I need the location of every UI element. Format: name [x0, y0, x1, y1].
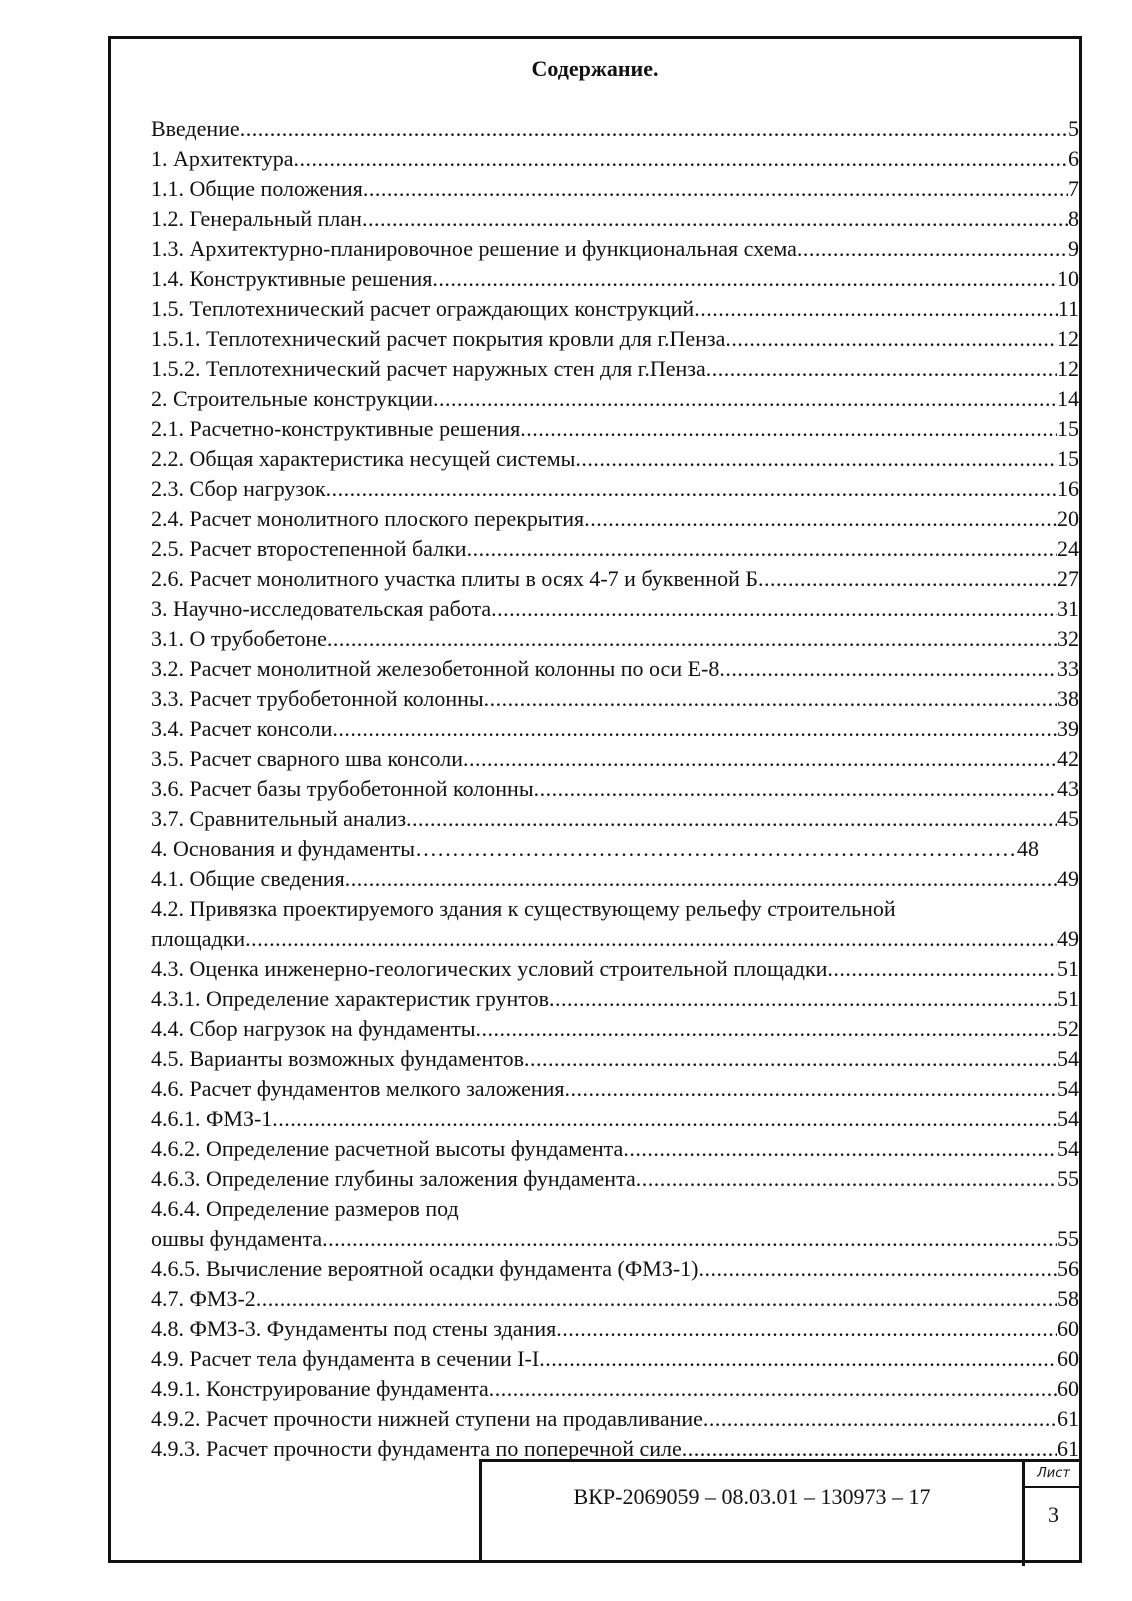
toc-entry-title: 4.9.1. Конструирование фундамента — [151, 1376, 489, 1401]
toc-entry-page: 9 — [1068, 236, 1079, 261]
toc-entry-page: 55 — [1057, 1226, 1079, 1251]
toc-leader-dots — [294, 144, 1068, 174]
toc-entry-title: 2.6. Расчет монолитного участка плиты в осях 4-7 и буквенной Б — [151, 566, 758, 591]
toc-entry — [151, 684, 1079, 714]
toc-entry-title: Введение — [151, 116, 240, 141]
table-of-contents — [151, 114, 1079, 1464]
toc-entry-page: 61 — [1057, 1406, 1079, 1431]
toc-leader-dots — [363, 174, 1068, 204]
toc-entry — [151, 924, 1079, 954]
toc-entry-title: 4.6. Расчет фундаментов мелкого заложения — [151, 1076, 565, 1101]
toc-entry-page: 51 — [1057, 986, 1079, 1011]
toc-entry — [151, 714, 1079, 744]
toc-entry-title: 4.9.3. Расчет прочности фундамента по поперечной силе — [151, 1436, 682, 1461]
toc-entry — [151, 234, 1079, 264]
toc-entry — [151, 354, 1079, 384]
toc-entry — [151, 804, 1079, 834]
toc-leader-dots — [575, 444, 1057, 474]
toc-entry — [151, 114, 1079, 144]
toc-leader-dots — [332, 714, 1057, 744]
toc-leader-dots — [694, 294, 1058, 324]
toc-entry-title: 2.3. Сбор нагрузок — [151, 476, 326, 501]
toc-entry-page: 55 — [1057, 1166, 1079, 1191]
toc-entry-title: 2.1. Расчетно-конструктивные решения — [151, 416, 521, 441]
toc-entry-title: 4.5. Варианты возможных фундаментов — [151, 1046, 525, 1071]
toc-entry-title: 1.2. Генеральный план — [151, 206, 362, 231]
toc-entry-title: 4.6.2. Определение расчетной высоты фундамента — [151, 1136, 624, 1161]
toc-entry-page: 10 — [1057, 266, 1079, 291]
toc-entry — [151, 1074, 1079, 1104]
toc-entry-page: 33 — [1057, 656, 1079, 681]
toc-entry-page: 31 — [1057, 596, 1079, 621]
toc-leader-dots — [415, 834, 1017, 864]
toc-entry-page: 32 — [1057, 626, 1079, 651]
toc-leader-dots — [565, 1074, 1057, 1104]
toc-entry-page: 60 — [1057, 1316, 1079, 1341]
toc-entry-title: 4.8. ФМЗ-3. Фундаменты под стены здания — [151, 1316, 557, 1341]
toc-leader-dots — [797, 234, 1068, 264]
toc-entry-page: 12 — [1057, 356, 1079, 381]
toc-entry — [151, 1254, 1079, 1284]
toc-entry — [151, 894, 1079, 924]
toc-leader-dots — [476, 1014, 1058, 1044]
toc-leader-dots — [827, 954, 1057, 984]
toc-entry-title: 4.6.4. Определение размеров под — [151, 1196, 459, 1221]
toc-entry-title: 1. Архитектура — [151, 146, 294, 171]
toc-entry — [151, 954, 1079, 984]
toc-entry-title: 3.1. О трубобетоне — [151, 626, 327, 651]
toc-leader-dots — [245, 924, 1057, 954]
toc-leader-dots — [539, 1344, 1057, 1374]
toc-leader-dots — [322, 1224, 1057, 1254]
toc-entry — [151, 174, 1079, 204]
toc-leader-dots — [240, 114, 1068, 144]
toc-entry — [151, 414, 1079, 444]
toc-entry-title: 3.4. Расчет консоли — [151, 716, 333, 741]
toc-leader-dots — [636, 1164, 1057, 1194]
toc-entry-page: 5 — [1068, 116, 1079, 141]
toc-entry-page: 54 — [1057, 1076, 1079, 1101]
toc-leader-dots — [272, 1104, 1057, 1134]
toc-leader-dots — [758, 564, 1057, 594]
toc-entry-title: 4.3. Оценка инженерно-геологических условий строительной площадки — [151, 956, 828, 981]
toc-leader-dots — [534, 774, 1057, 804]
document-code: ВКР-2069059 – 08.03.01 – 130973 – 17 — [573, 1484, 931, 1509]
toc-entry-title: 3.3. Расчет трубобетонной колонны — [151, 686, 484, 711]
toc-entry-title: 4.9.2. Расчет прочности нижней ступени на продавливание — [151, 1406, 703, 1431]
toc-entry-page: 15 — [1057, 446, 1079, 471]
toc-entry-page: 16 — [1057, 476, 1079, 501]
toc-leader-dots — [406, 804, 1057, 834]
toc-leader-dots — [725, 324, 1057, 354]
toc-entry-page: 43 — [1057, 776, 1079, 801]
toc-entry-page: 24 — [1057, 536, 1079, 561]
toc-entry-title: 3. Научно-исследовательская работа — [151, 596, 492, 621]
toc-entry-title: 4.1. Общие сведения — [151, 866, 345, 891]
toc-leader-dots — [491, 594, 1057, 624]
toc-entry-title: 2.5. Расчет второстепенной балки — [151, 536, 467, 561]
toc-entry — [151, 1344, 1079, 1374]
page-title: Содержание. — [531, 56, 659, 81]
toc-entry — [151, 1044, 1079, 1074]
toc-entry — [151, 594, 1079, 624]
toc-entry — [151, 1194, 1079, 1224]
toc-entry-page: 27 — [1057, 566, 1079, 591]
toc-entry — [151, 1284, 1079, 1314]
toc-entry — [151, 1404, 1079, 1434]
toc-entry-title: ошвы фундамента — [151, 1226, 323, 1251]
toc-entry-title: 2.4. Расчет монолитного плоского перекрытия — [151, 506, 585, 531]
toc-entry — [151, 474, 1079, 504]
toc-entry — [151, 654, 1079, 684]
toc-leader-dots — [433, 384, 1057, 414]
toc-entry-title: 1.1. Общие положения — [151, 176, 363, 201]
toc-entry — [151, 1374, 1079, 1404]
toc-entry — [151, 1014, 1079, 1044]
toc-entry-title: 1.4. Конструктивные решения — [151, 266, 433, 291]
title-block — [479, 1459, 1082, 1563]
toc-entry — [151, 1134, 1079, 1164]
toc-entry — [151, 834, 1039, 864]
toc-entry-page: 15 — [1057, 416, 1079, 441]
toc-entry — [151, 864, 1079, 894]
toc-leader-dots — [489, 1374, 1057, 1404]
toc-entry — [151, 294, 1079, 324]
toc-leader-dots — [549, 984, 1057, 1014]
toc-entry-page: 58 — [1057, 1286, 1079, 1311]
toc-entry-title: 4.3.1. Определение характеристик грунтов — [151, 986, 549, 1011]
toc-entry-page: 54 — [1057, 1136, 1079, 1161]
toc-entry-page: 6 — [1068, 146, 1079, 171]
toc-entry-page: 42 — [1057, 746, 1079, 771]
toc-entry-title: 4.6.5. Вычисление вероятной осадки фундамента (ФМЗ-1) — [151, 1256, 699, 1281]
toc-entry-title: 2. Строительные конструкции — [151, 386, 433, 411]
toc-leader-dots — [706, 354, 1057, 384]
toc-entry — [151, 534, 1079, 564]
toc-entry — [151, 774, 1079, 804]
toc-leader-dots — [719, 654, 1057, 684]
toc-entry-page: 12 — [1057, 326, 1079, 351]
toc-entry-page: 7 — [1068, 176, 1079, 201]
toc-entry-page: 11 — [1057, 296, 1079, 321]
toc-leader-dots — [345, 864, 1057, 894]
toc-entry-title: 1.5. Теплотехнический расчет ограждающих конструкций — [151, 296, 695, 321]
toc-leader-dots — [256, 1284, 1057, 1314]
toc-entry-page: 60 — [1057, 1376, 1079, 1401]
toc-leader-dots — [524, 1044, 1057, 1074]
toc-entry-title: 2.2. Общая характеристика несущей системы — [151, 446, 576, 471]
sheet-number: 3 — [1048, 1502, 1059, 1527]
toc-entry — [151, 744, 1079, 774]
toc-entry — [151, 204, 1079, 234]
toc-leader-dots — [520, 414, 1057, 444]
toc-leader-dots — [362, 204, 1068, 234]
toc-leader-dots — [703, 1404, 1057, 1434]
toc-entry-page: 60 — [1057, 1346, 1079, 1371]
toc-leader-dots — [556, 1314, 1057, 1344]
toc-leader-dots — [432, 264, 1057, 294]
toc-leader-dots — [326, 474, 1057, 504]
toc-leader-dots — [484, 684, 1057, 714]
sheet-box — [1022, 1462, 1082, 1566]
toc-entry — [151, 144, 1079, 174]
toc-entry — [151, 624, 1079, 654]
toc-entry-page: 20 — [1057, 506, 1079, 531]
page-frame — [108, 36, 1082, 1563]
toc-entry — [151, 1164, 1079, 1194]
sheet-label: Лист — [1025, 1462, 1082, 1488]
toc-entry-page: 61 — [1057, 1436, 1079, 1461]
toc-entry-page: 48 — [1017, 836, 1039, 861]
toc-entry-title: 3.5. Расчет сварного шва консоли — [151, 746, 464, 771]
toc-leader-dots — [623, 1134, 1057, 1164]
toc-entry — [151, 1104, 1079, 1134]
toc-leader-dots — [699, 1254, 1058, 1284]
toc-entry — [151, 444, 1079, 474]
toc-leader-dots — [467, 534, 1057, 564]
toc-entry-title: 4. Основания и фундаменты — [151, 836, 416, 861]
toc-entry-title: 1.5.1. Теплотехнический расчет покрытия кровли для г.Пенза — [151, 326, 726, 351]
toc-entry-page: 38 — [1057, 686, 1079, 711]
toc-entry-page: 49 — [1057, 926, 1079, 951]
toc-entry — [151, 564, 1079, 594]
toc-entry — [151, 1314, 1079, 1344]
toc-entry-title: 4.6.1. ФМЗ-1 — [151, 1106, 273, 1131]
toc-entry-title: 3.2. Расчет монолитной железобетонной колонны по оси Е-8 — [151, 656, 720, 681]
toc-entry — [151, 984, 1079, 1014]
toc-entry-title: площадки — [151, 926, 246, 951]
toc-entry-page: 39 — [1057, 716, 1079, 741]
toc-entry — [151, 324, 1079, 354]
toc-entry — [151, 504, 1079, 534]
toc-entry-page: 54 — [1057, 1106, 1079, 1131]
toc-entry-page: 45 — [1057, 806, 1079, 831]
toc-entry-page: 56 — [1057, 1256, 1079, 1281]
toc-entry — [151, 264, 1079, 294]
toc-entry-title: 1.5.2. Теплотехнический расчет наружных стен для г.Пенза — [151, 356, 706, 381]
toc-entry-page: 14 — [1057, 386, 1079, 411]
toc-entry-page: 8 — [1068, 206, 1079, 231]
toc-entry-page: 49 — [1057, 866, 1079, 891]
toc-entry-title: 3.6. Расчет базы трубобетонной колонны — [151, 776, 534, 801]
toc-leader-dots — [327, 624, 1057, 654]
toc-entry — [151, 384, 1079, 414]
toc-entry-title: 4.6.3. Определение глубины заложения фундамента — [151, 1166, 636, 1191]
toc-entry-title: 4.9. Расчет тела фундамента в сечении I-I — [151, 1346, 540, 1371]
toc-leader-dots — [584, 504, 1057, 534]
toc-entry-title: 4.4. Сбор нагрузок на фундаменты — [151, 1016, 476, 1041]
toc-entry — [151, 1224, 1079, 1254]
toc-entry-page: 54 — [1057, 1046, 1079, 1071]
toc-entry-title: 4.7. ФМЗ-2 — [151, 1286, 256, 1311]
toc-leader-dots — [463, 744, 1057, 774]
toc-entry-page: 51 — [1057, 956, 1079, 981]
toc-entry-title: 3.7. Сравнительный анализ — [151, 806, 407, 831]
toc-entry-title: 1.3. Архитектурно-планировочное решение и функциональная схема — [151, 236, 797, 261]
toc-entry-page: 52 — [1057, 1016, 1079, 1041]
toc-entry-title: 4.2. Привязка проектируемого здания к существующему рельефу строительной — [151, 896, 896, 921]
